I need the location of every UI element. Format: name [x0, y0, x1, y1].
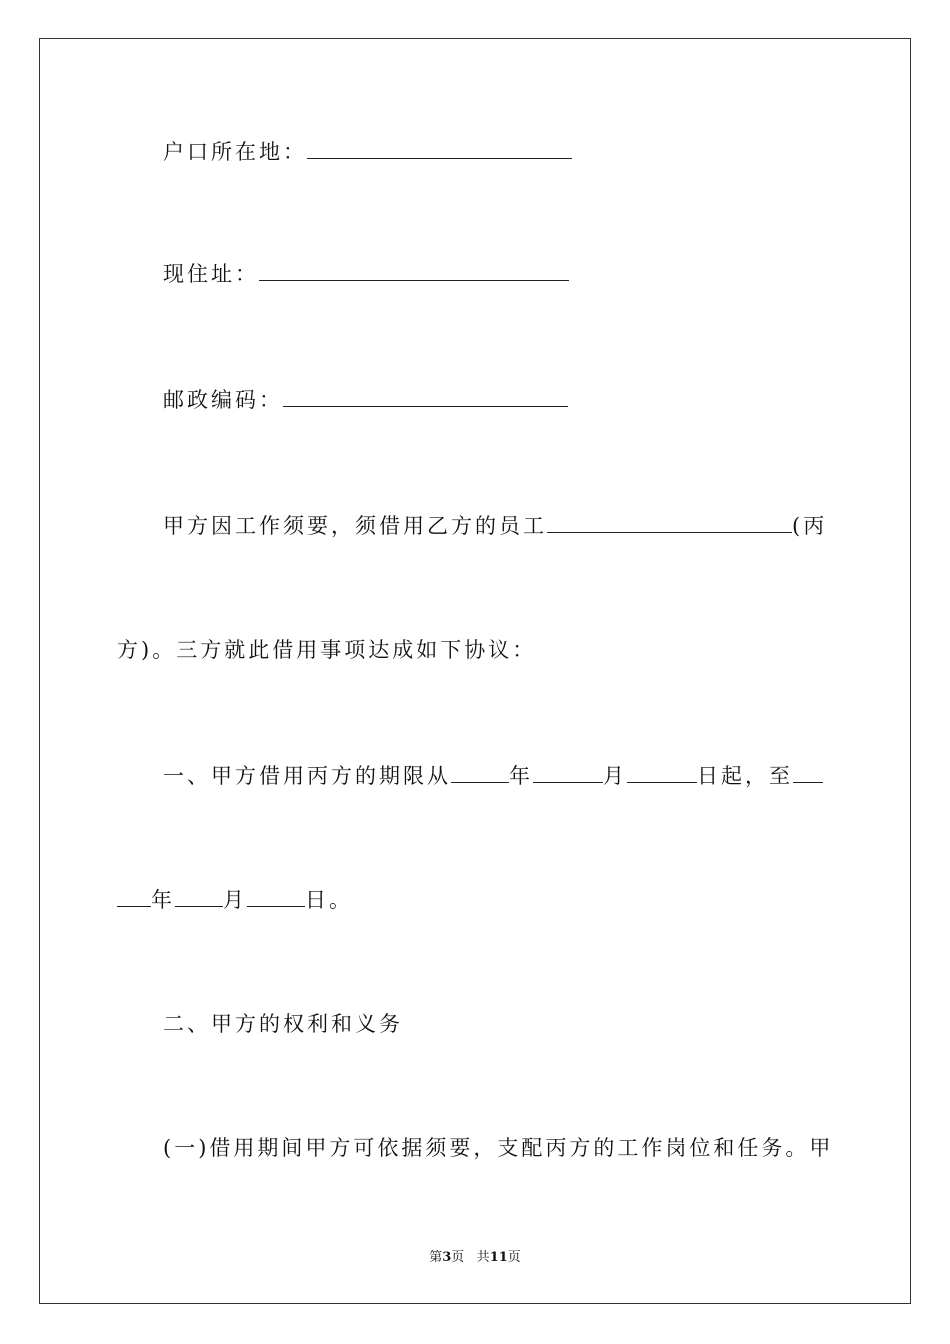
- clause2-item1-text: (一)借用期间甲方可依据须要，支配丙方的工作岗位和任务。甲: [163, 1136, 834, 1160]
- clause1-day2-label: 日。: [305, 888, 353, 912]
- intro-line-1: [163, 512, 827, 540]
- end-day-blank: [247, 886, 305, 907]
- start-day-blank: [627, 762, 697, 783]
- clause1-year-label: 年: [509, 764, 533, 788]
- clause1-line-1: [163, 762, 823, 790]
- hukou-label: 户口所在地：: [163, 140, 307, 164]
- end-year-blank-part1: [793, 762, 823, 783]
- hukou-blank: [307, 138, 572, 159]
- page-prefix: 第: [429, 1250, 443, 1265]
- intro-text-3: 方)。三方就此借用事项达成如下协议：: [117, 638, 537, 662]
- clause1-month-label: 月: [603, 764, 627, 788]
- address-line: [163, 260, 569, 288]
- address-label: 现住址：: [163, 262, 259, 286]
- clause1-line-2: [117, 886, 353, 914]
- employee-blank: [547, 512, 792, 533]
- page-frame: [39, 38, 911, 1304]
- total-suffix: 页: [507, 1250, 521, 1265]
- page-suffix: 页: [451, 1250, 465, 1265]
- clause1-month2-label: 月: [223, 888, 247, 912]
- clause1-text: 一、甲方借用丙方的期限从: [163, 764, 451, 788]
- clause1-year2-label: 年: [151, 888, 175, 912]
- clause1-day-label: 日起，至: [697, 764, 793, 788]
- start-year-blank: [451, 762, 509, 783]
- postcode-blank: [283, 386, 568, 407]
- end-month-blank: [175, 886, 223, 907]
- intro-text-2: (丙: [792, 514, 828, 538]
- intro-text-1: 甲方因工作须要，须借用乙方的员工: [163, 514, 547, 538]
- start-month-blank: [533, 762, 603, 783]
- total-pages: 11: [489, 1250, 508, 1265]
- clause2-item1: [163, 1134, 833, 1162]
- address-blank: [259, 260, 569, 281]
- clause2-heading: [163, 1010, 403, 1038]
- intro-line-2: [117, 636, 536, 664]
- postcode-label: 邮政编码：: [163, 388, 283, 412]
- end-year-blank-part2: [117, 886, 151, 907]
- total-prefix: 共: [476, 1250, 490, 1265]
- clause2-heading-text: 二、甲方的权利和义务: [163, 1012, 403, 1036]
- postcode-line: [163, 386, 568, 414]
- page-footer: [0, 1246, 950, 1265]
- hukou-line: [163, 138, 572, 166]
- page-number: 3: [442, 1250, 452, 1265]
